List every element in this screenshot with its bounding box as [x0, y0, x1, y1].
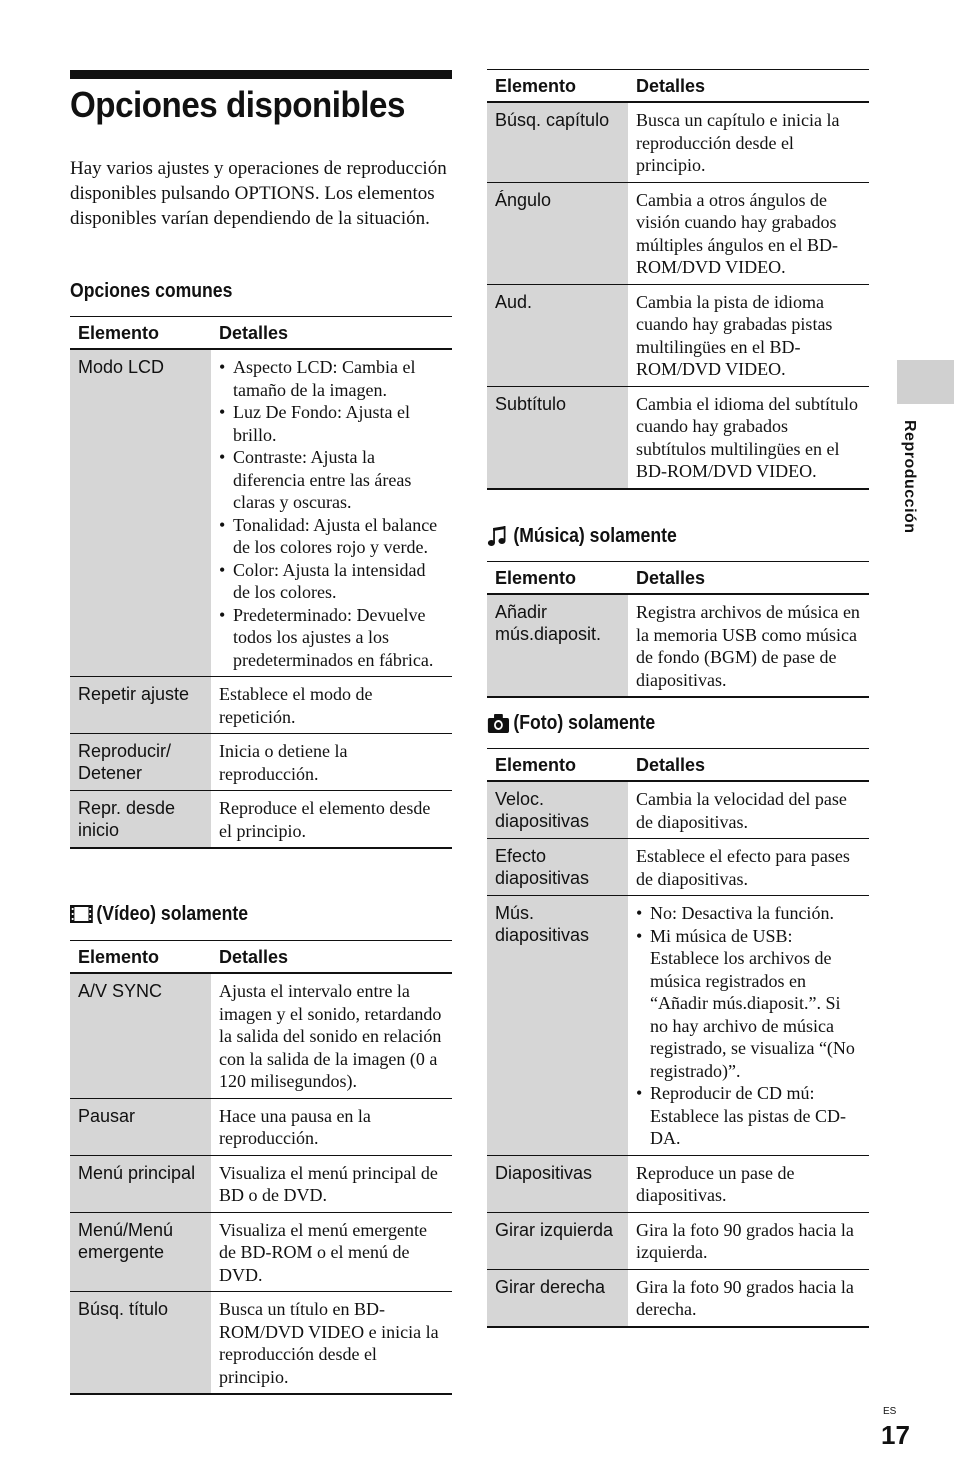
details-list-item: • Color: Ajusta la intensidad de los colores.	[219, 559, 444, 604]
element-cell: Añadir mús.diaposit.	[487, 594, 628, 697]
music-note-icon	[487, 525, 512, 547]
table-video-continued	[487, 69, 869, 490]
table-row	[70, 791, 452, 849]
table-row	[487, 1212, 869, 1269]
details-list-item: • Predeterminado: Devuelve todos los ajustes a los predeterminados en fábrica.	[219, 604, 444, 672]
section-title: (Música) solamente	[513, 525, 677, 547]
details-list-item: • Reproducir de CD mú: Establece las pistas de CD-DA.	[636, 1082, 861, 1150]
section-heading-musica	[487, 524, 677, 548]
title-rule	[70, 70, 452, 79]
table-row	[487, 102, 869, 182]
table-row	[487, 781, 869, 839]
details-cell: Reproduce un pase de diapositivas.	[628, 1155, 869, 1212]
element-cell: Menú/Menú emergente	[70, 1212, 211, 1292]
details-list-item: • No: Desactiva la función.	[636, 902, 861, 925]
table-row	[487, 284, 869, 386]
element-cell: Ángulo	[487, 182, 628, 284]
table-row	[70, 1098, 452, 1155]
table-row	[70, 973, 452, 1098]
language-code: ES	[883, 1406, 897, 1417]
table-row	[70, 677, 452, 734]
details-cell: Establece el efecto para pases de diapositivas.	[628, 839, 869, 896]
details-cell: Hace una pausa en la reproducción.	[211, 1098, 452, 1155]
details-cell: Gira la foto 90 grados hacia la derecha.	[628, 1269, 869, 1327]
col-header-details: Detalles	[628, 562, 869, 595]
table-row	[487, 896, 869, 1156]
details-cell: Cambia el idioma del subtítulo cuando hay grabados subtítulos multilingües en el BD-ROM/DVD VIDEO.	[628, 386, 869, 489]
table-row	[487, 1155, 869, 1212]
page-number: 17	[881, 1420, 910, 1450]
element-cell: Veloc. diapositivas	[487, 781, 628, 839]
element-cell: Reproducir/ Detener	[70, 734, 211, 791]
element-cell: A/V SYNC	[70, 973, 211, 1098]
camera-icon	[487, 712, 512, 734]
col-header-details: Detalles	[628, 749, 869, 782]
details-list-item: • Luz De Fondo: Ajusta el brillo.	[219, 401, 444, 446]
col-header-element: Elemento	[70, 941, 211, 974]
col-header-element: Elemento	[487, 749, 628, 782]
side-tab-marker	[897, 360, 954, 404]
table-comunes	[70, 316, 452, 849]
details-cell: Busca un capítulo e inicia la reproducción desde el principio.	[628, 102, 869, 182]
table-foto	[487, 748, 869, 1328]
element-cell: Mús. diapositivas	[487, 896, 628, 1156]
table-video	[70, 940, 452, 1395]
table-row	[487, 182, 869, 284]
col-header-element: Elemento	[70, 317, 211, 350]
details-cell: Establece el modo de repetición.	[211, 677, 452, 734]
col-header-details: Detalles	[628, 70, 869, 103]
element-cell: Repr. desde inicio	[70, 791, 211, 849]
col-header-element: Elemento	[487, 70, 628, 103]
details-cell: Cambia la velocidad del pase de diapositivas.	[628, 781, 869, 839]
element-cell: Modo LCD	[70, 349, 211, 677]
details-cell: Gira la foto 90 grados hacia la izquierda.	[628, 1212, 869, 1269]
element-cell: Diapositivas	[487, 1155, 628, 1212]
element-cell: Búsq. capítulo	[487, 102, 628, 182]
col-header-details: Detalles	[211, 941, 452, 974]
table-musica	[487, 561, 869, 698]
table-row	[70, 349, 452, 677]
table-row	[70, 1155, 452, 1212]
element-cell: Búsq. título	[70, 1292, 211, 1395]
section-title: Opciones comunes	[70, 280, 233, 302]
details-cell: Registra archivos de música en la memoria USB como música de fondo (BGM) de pase de diapositivas.	[628, 594, 869, 697]
section-heading-foto	[487, 711, 655, 735]
section-title: (Vídeo) solamente	[96, 903, 248, 925]
table-row	[70, 1292, 452, 1395]
table-row	[70, 1212, 452, 1292]
table-row	[487, 386, 869, 489]
film-icon	[70, 903, 95, 925]
details-cell: Cambia la pista de idioma cuando hay grabadas pistas multilingües en el BD-ROM/DVD VIDEO.	[628, 284, 869, 386]
table-row	[487, 839, 869, 896]
intro-paragraph: Hay varios ajustes y operaciones de reproducción disponibles pulsando OPTIONS. Los elementos disponibles varían dependiendo de la situación.	[70, 158, 447, 229]
table-row	[70, 734, 452, 791]
details-list-item: • Contraste: Ajusta la diferencia entre las áreas claras y oscuras.	[219, 446, 444, 514]
side-section-label: Reproducción	[901, 420, 918, 534]
details-list	[219, 356, 444, 671]
details-cell: Busca un título en BD-ROM/DVD VIDEO e inicia la reproducción desde el principio.	[211, 1292, 452, 1395]
col-header-details: Detalles	[211, 317, 452, 350]
element-cell: Girar derecha	[487, 1269, 628, 1327]
details-cell: Inicia o detiene la reproducción.	[211, 734, 452, 791]
element-cell: Efecto diapositivas	[487, 839, 628, 896]
section-title: (Foto) solamente	[513, 712, 656, 734]
section-heading-video	[70, 902, 248, 926]
details-cell	[211, 349, 452, 677]
details-cell: Visualiza el menú emergente de BD-ROM o el menú de DVD.	[211, 1212, 452, 1292]
element-cell: Aud.	[487, 284, 628, 386]
details-cell: Ajusta el intervalo entre la imagen y el sonido, retardando la salida del sonido en relación con la salida de la imagen (0 a 120 milisegundos).	[211, 973, 452, 1098]
col-header-element: Elemento	[487, 562, 628, 595]
element-cell: Repetir ajuste	[70, 677, 211, 734]
table-row	[487, 1269, 869, 1327]
element-cell: Girar izquierda	[487, 1212, 628, 1269]
details-cell: Cambia a otros ángulos de visión cuando hay grabados múltiples ángulos en el BD-ROM/DVD VIDEO.	[628, 182, 869, 284]
details-list	[636, 902, 861, 1150]
element-cell: Pausar	[70, 1098, 211, 1155]
details-list-item: • Aspecto LCD: Cambia el tamaño de la imagen.	[219, 356, 444, 401]
section-heading-comunes	[70, 279, 232, 303]
details-cell: Visualiza el menú principal de BD o de DVD.	[211, 1155, 452, 1212]
element-cell: Subtítulo	[487, 386, 628, 489]
details-cell: Reproduce el elemento desde el principio.	[211, 791, 452, 849]
details-list-item: • Mi música de USB: Establece los archivos de música registrados en “Añadir mús.diaposit.”. Si no hay archivo de música registrado, se visualiza “(No registrado)”.	[636, 925, 861, 1083]
table-row	[487, 594, 869, 697]
details-cell	[628, 896, 869, 1156]
details-list-item: • Tonalidad: Ajusta el balance de los colores rojo y verde.	[219, 514, 444, 559]
element-cell: Menú principal	[70, 1155, 211, 1212]
page-title: Opciones disponibles	[70, 84, 405, 125]
